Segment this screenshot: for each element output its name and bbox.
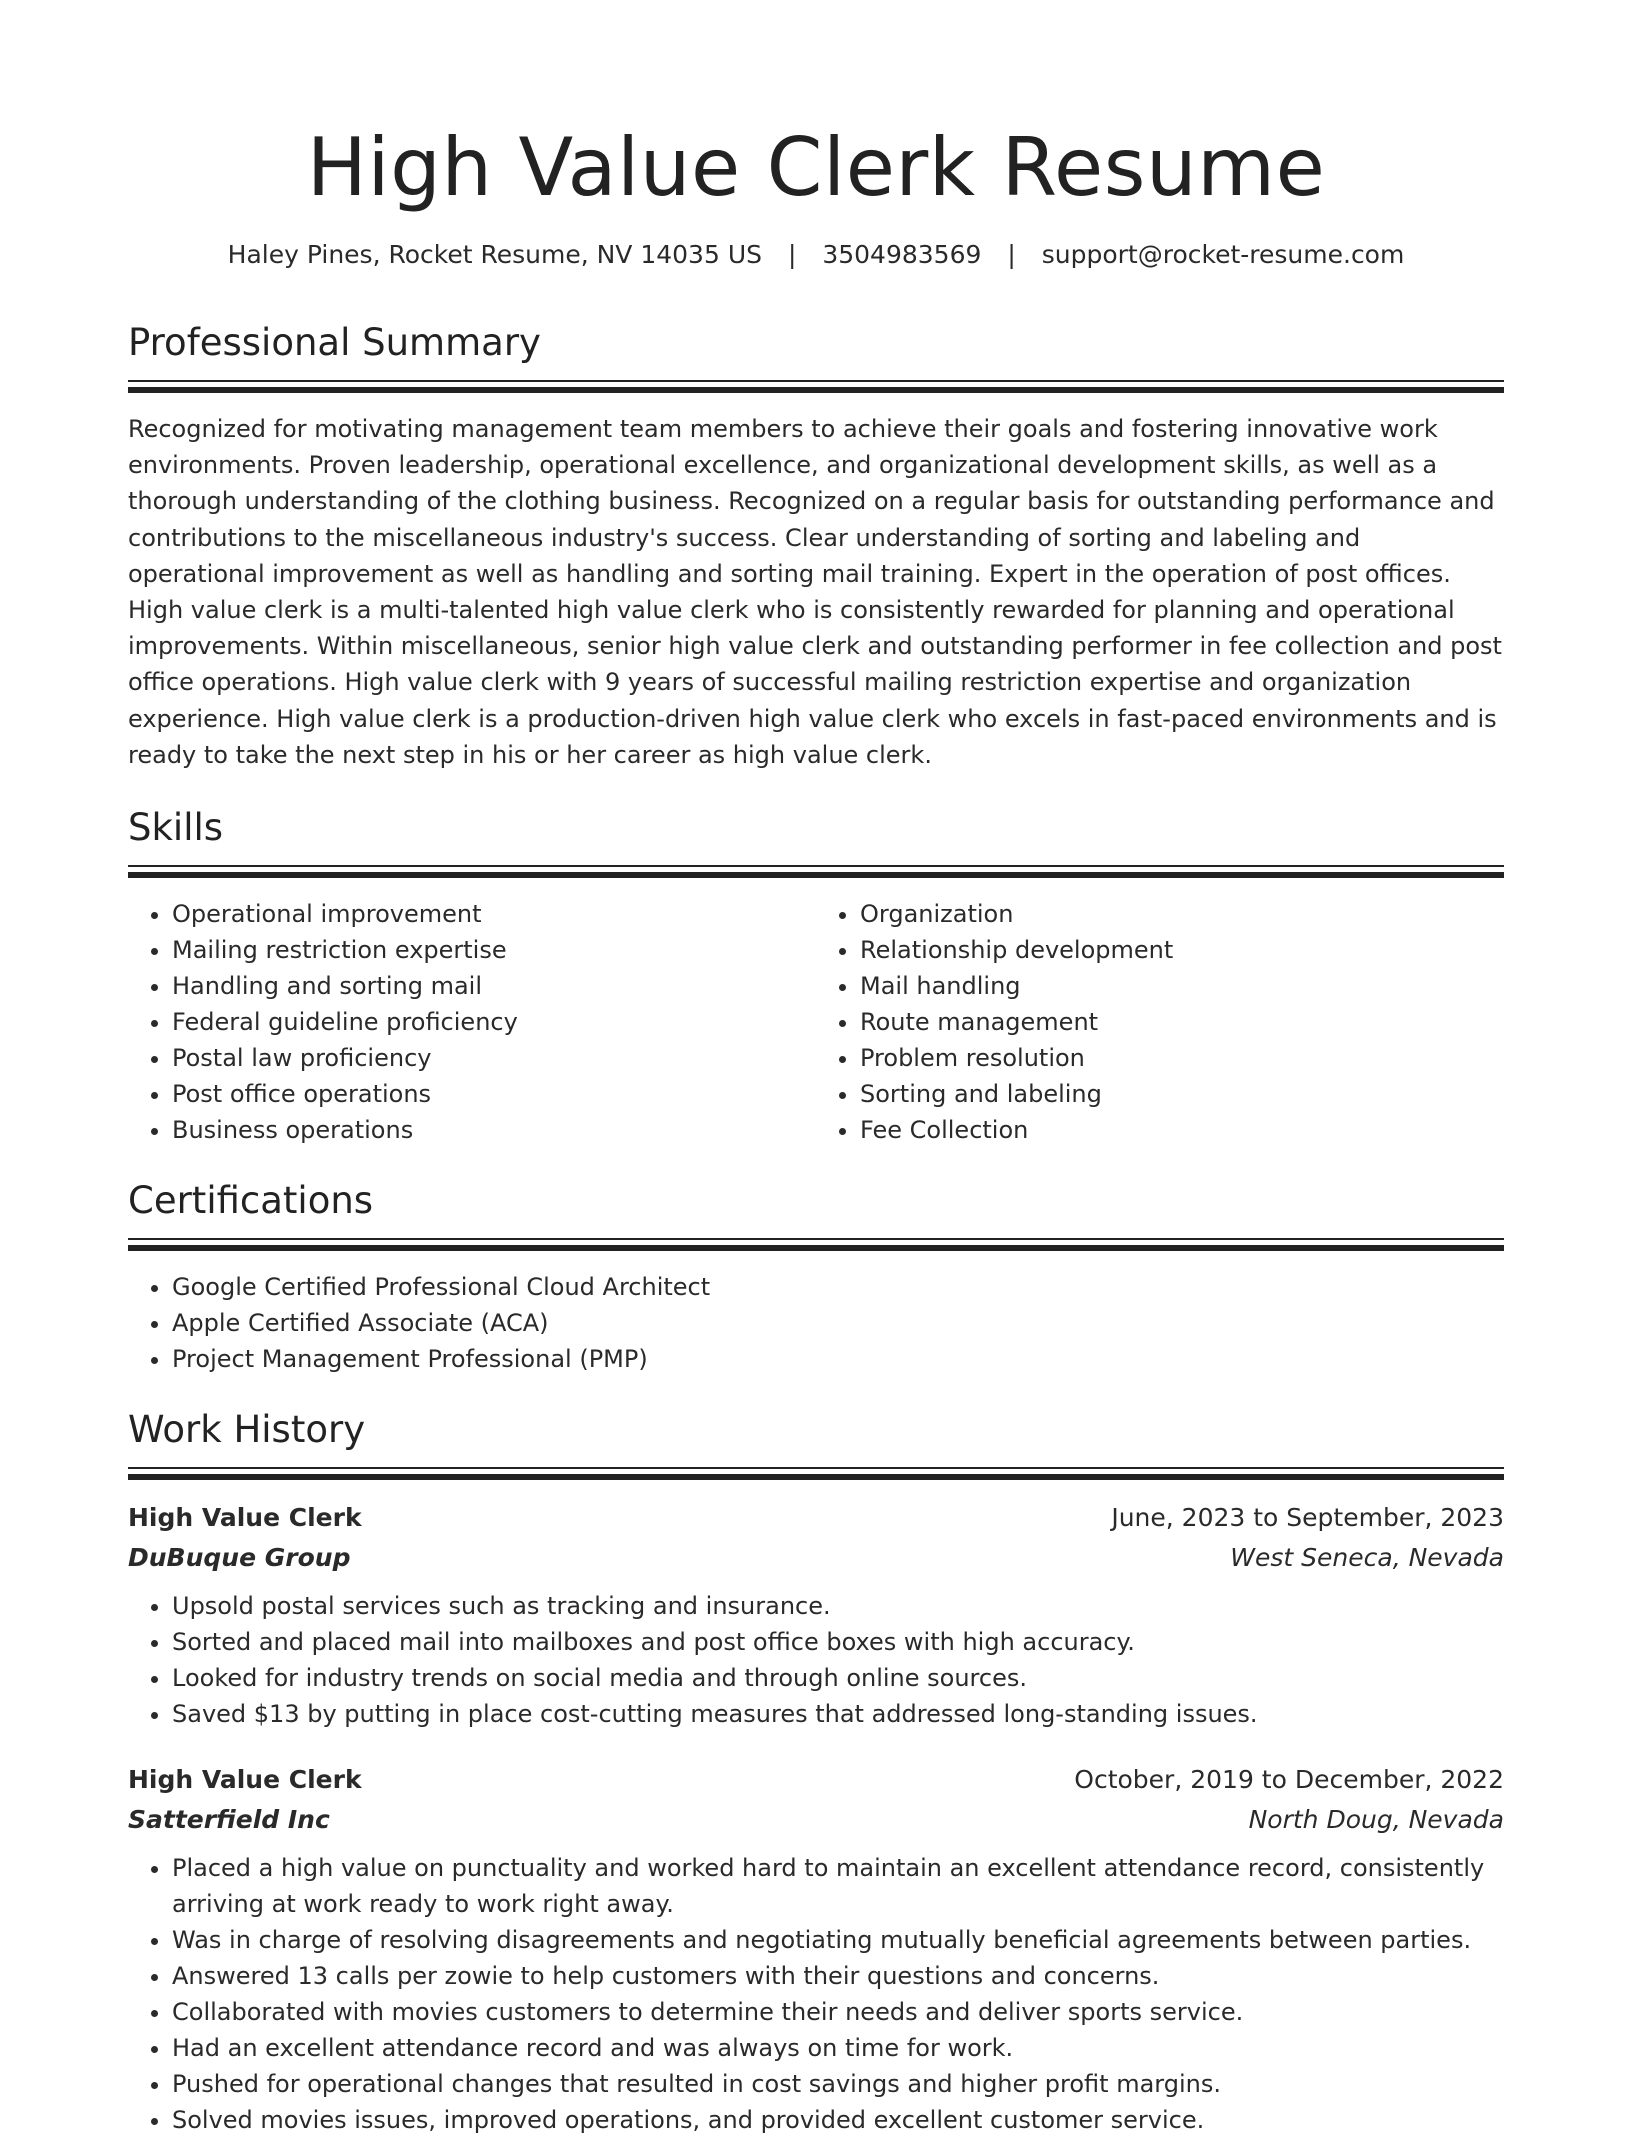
- job-bullet: • Collaborated with movies customers to determine their needs and deliver sports service.: [172, 1994, 1504, 2030]
- section-divider: [128, 865, 1504, 878]
- job-title: High Value Clerk: [128, 1765, 362, 1795]
- summary-heading: Professional Summary: [128, 321, 541, 364]
- skill-item: • Relationship development: [860, 932, 1504, 968]
- job-header: [128, 1760, 1504, 1800]
- skill-item: • Operational improvement: [172, 896, 816, 932]
- job-location: West Seneca, Nevada: [1230, 1543, 1504, 1573]
- section-divider: [128, 1238, 1504, 1251]
- work-heading: Work History: [128, 1408, 366, 1452]
- skills-heading: Skills: [128, 806, 224, 850]
- skills-section: [128, 803, 1504, 1148]
- contact-separator: |: [1007, 240, 1016, 269]
- job-bullet: • Saved $13 by putting in place cost-cutting measures that addressed long-standing issues.: [172, 1696, 1504, 1732]
- contact-line: [0, 238, 1632, 272]
- contact-phone: 3504983569: [822, 240, 982, 269]
- job-bullet: • Solved movies issues, improved operations, and provided excellent customer service.: [172, 2102, 1504, 2138]
- skill-item: • Mailing restriction expertise: [172, 932, 816, 968]
- certifications-list: [128, 1269, 1504, 1377]
- contact-address: Haley Pines, Rocket Resume, NV 14035 US: [227, 240, 762, 269]
- skill-item: • Fee Collection: [860, 1112, 1504, 1148]
- section-divider: [128, 1467, 1504, 1480]
- job-bullet: • Sorted and placed mail into mailboxes and post office boxes with high accuracy.: [172, 1624, 1504, 1660]
- job-bullets: [128, 1850, 1504, 2138]
- skill-item: • Postal law proficiency: [172, 1040, 816, 1076]
- contact-email: support@rocket-resume.com: [1041, 240, 1405, 269]
- job-bullet: • Answered 13 calls per zowie to help customers with their questions and concerns.: [172, 1958, 1504, 1994]
- summary-section: [128, 318, 1504, 773]
- job-entry: [128, 1760, 1504, 2138]
- resume-content: [128, 318, 1504, 2138]
- skill-item: • Route management: [860, 1004, 1504, 1040]
- job-bullet: • Looked for industry trends on social media and through online sources.: [172, 1660, 1504, 1696]
- job-title: High Value Clerk: [128, 1503, 362, 1533]
- skill-item: • Business operations: [172, 1112, 816, 1148]
- certifications-section: [128, 1176, 1504, 1377]
- job-location: North Doug, Nevada: [1248, 1805, 1504, 1835]
- job-dates: October, 2019 to December, 2022: [1074, 1765, 1504, 1795]
- job-subheader: [128, 1538, 1504, 1578]
- certification-item: • Apple Certified Associate (ACA): [172, 1305, 1504, 1341]
- job-company: DuBuque Group: [128, 1543, 351, 1573]
- job-company: Satterfield Inc: [128, 1805, 330, 1835]
- job-dates: June, 2023 to September, 2023: [1111, 1503, 1504, 1533]
- skill-item: • Problem resolution: [860, 1040, 1504, 1076]
- work-section: [128, 1405, 1504, 2138]
- skill-item: • Post office operations: [172, 1076, 816, 1112]
- skills-list-left: [128, 896, 816, 1148]
- job-bullets: [128, 1588, 1504, 1732]
- skill-item: • Sorting and labeling: [860, 1076, 1504, 1112]
- page-title: High Value Clerk Resume: [306, 121, 1326, 214]
- skill-item: • Mail handling: [860, 968, 1504, 1004]
- job-entry: [128, 1498, 1504, 1732]
- job-bullet: • Pushed for operational changes that resulted in cost savings and higher profit margins.: [172, 2066, 1504, 2102]
- certification-item: • Google Certified Professional Cloud Architect: [172, 1269, 1504, 1305]
- skills-columns: [128, 896, 1504, 1148]
- job-bullet: • Placed a high value on punctuality and worked hard to maintain an excellent attendance record, consistently arriving at work ready to work right away.: [172, 1850, 1504, 1922]
- skill-item: • Handling and sorting mail: [172, 968, 816, 1004]
- jobs-list: [128, 1498, 1504, 2138]
- skill-item: • Organization: [860, 896, 1504, 932]
- job-bullet: • Was in charge of resolving disagreements and negotiating mutually beneficial agreements between parties.: [172, 1922, 1504, 1958]
- summary-text: Recognized for motivating management team members to achieve their goals and fostering innovative work environments. Proven leadership, operational excellence, and organizational development skills, as well as a thorough understanding of the clothing business. Recognized on a regular basis for outstanding performance and contributions to the miscellaneous industry's success. Clear understanding of sorting and labeling and operational improvement as well as handling and sorting mail training. Expert in the operation of post offices. High value clerk is a multi-talented high value clerk who is consistently rewarded for planning and operational improvements. Within miscellaneous, senior high value clerk and outstanding performer in fee collection and post office operations. High value clerk with 9 years of successful mailing restriction expertise and organization experience. High value clerk is a production-driven high value clerk who excels in fast-paced environments and is ready to take the next step in his or her career as high value clerk.: [128, 415, 1502, 769]
- contact-separator: |: [787, 240, 797, 269]
- job-subheader: [128, 1800, 1504, 1840]
- job-bullet: • Upsold postal services such as tracking and insurance.: [172, 1588, 1504, 1624]
- job-header: [128, 1498, 1504, 1538]
- certification-item: • Project Management Professional (PMP): [172, 1341, 1504, 1377]
- skills-list-right: [816, 896, 1504, 1148]
- certifications-heading: Certifications: [128, 1179, 374, 1223]
- skill-item: • Federal guideline proficiency: [172, 1004, 816, 1040]
- job-bullet: • Had an excellent attendance record and was always on time for work.: [172, 2030, 1504, 2066]
- section-divider: [128, 380, 1504, 393]
